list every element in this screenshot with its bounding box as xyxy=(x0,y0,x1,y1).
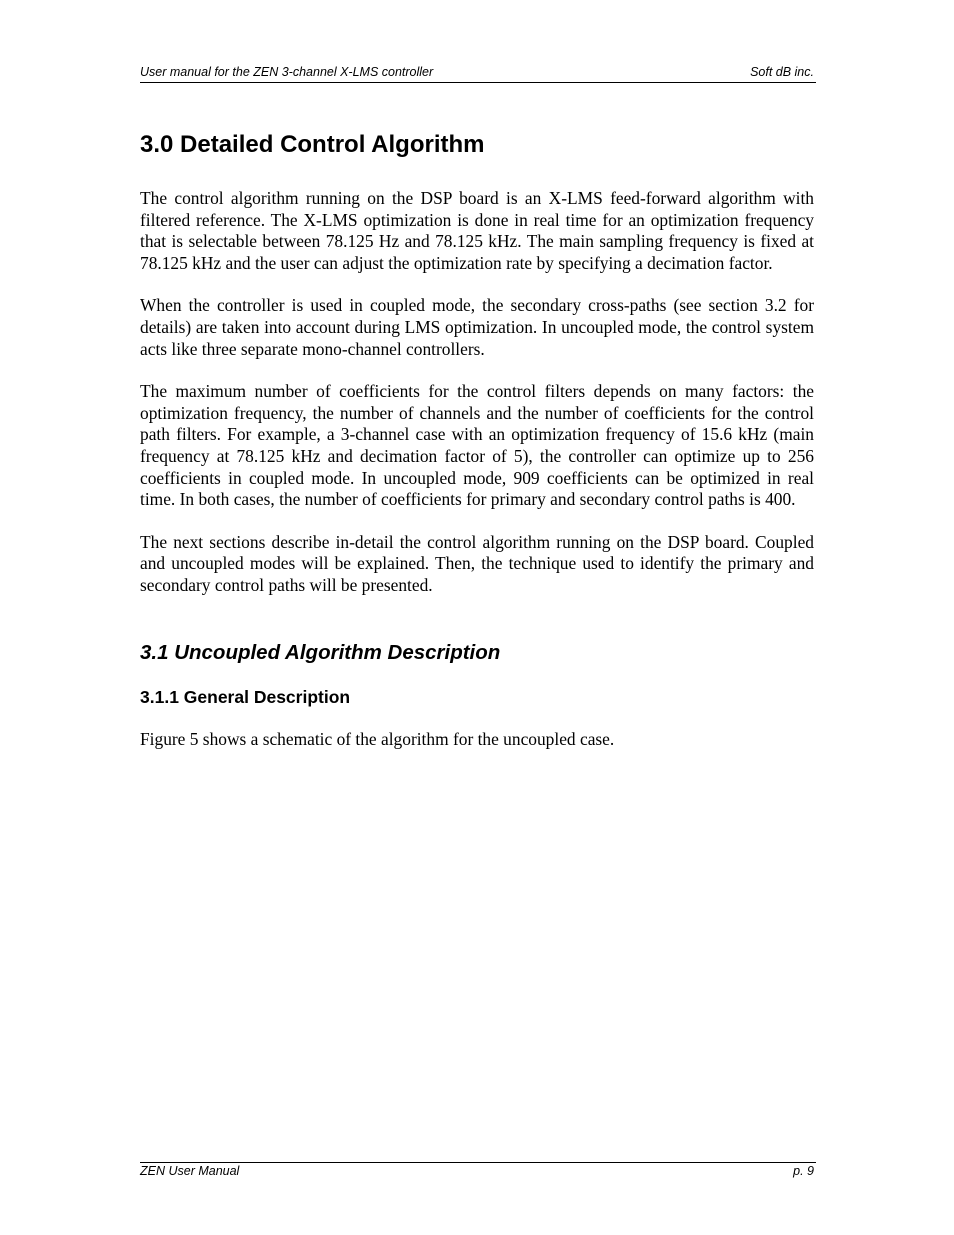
header-company: Soft dB inc. xyxy=(750,65,814,79)
page-footer xyxy=(140,1162,816,1181)
page-header xyxy=(140,64,816,83)
page-number: p. 9 xyxy=(793,1164,814,1178)
paragraph-coefficients: The maximum number of coefficients for the control filters depends on many factors: the optimization frequency, the number of channels and the number of coefficients for the control path filters. For example, a 3-channel case with an optimization frequency of 15.6 kHz (main frequency at 78.125 kHz and decimation factor of 5), the controller can optimize up to 256 coefficients in coupled mode. In uncoupled mode, 909 coefficients can be optimized in real time. In both cases, the number of coefficients for primary and secondary control paths is 400. xyxy=(140,381,814,510)
paragraph-coupled-mode: When the controller is used in coupled mode, the secondary cross-paths (see section 3.2 for details) are taken into account during LMS optimization. In uncoupled mode, the control system acts like three separate mono-channel controllers. xyxy=(140,295,814,359)
paragraph-next-sections: The next sections describe in-detail the control algorithm running on the DSP board. Coupled and uncoupled modes will be explained. Then, the technique used to identify the primary and secondary control paths will be presented. xyxy=(140,531,814,595)
subsection-title: 3.1 Uncoupled Algorithm Description xyxy=(140,640,501,664)
paragraph-intro: The control algorithm running on the DSP board is an X-LMS feed-forward algorithm with filtered reference. The X-LMS optimization is done in real time for an optimization frequency that is selectable between 78.125 Hz and 78.125 kHz. The main sampling frequency is fixed at 78.125 kHz and the user can adjust the optimization rate by specifying a decimation factor. xyxy=(140,188,814,273)
footer-manual-name: ZEN User Manual xyxy=(140,1164,240,1178)
section-title: 3.0 Detailed Control Algorithm xyxy=(140,131,485,158)
page-content xyxy=(140,126,814,771)
header-document-title: User manual for the ZEN 3-channel X-LMS controller xyxy=(140,65,434,79)
subsubsection-title: 3.1.1 General Description xyxy=(140,686,351,707)
paragraph-figure-ref: Figure 5 shows a schematic of the algorithm for the uncoupled case. xyxy=(140,728,615,749)
